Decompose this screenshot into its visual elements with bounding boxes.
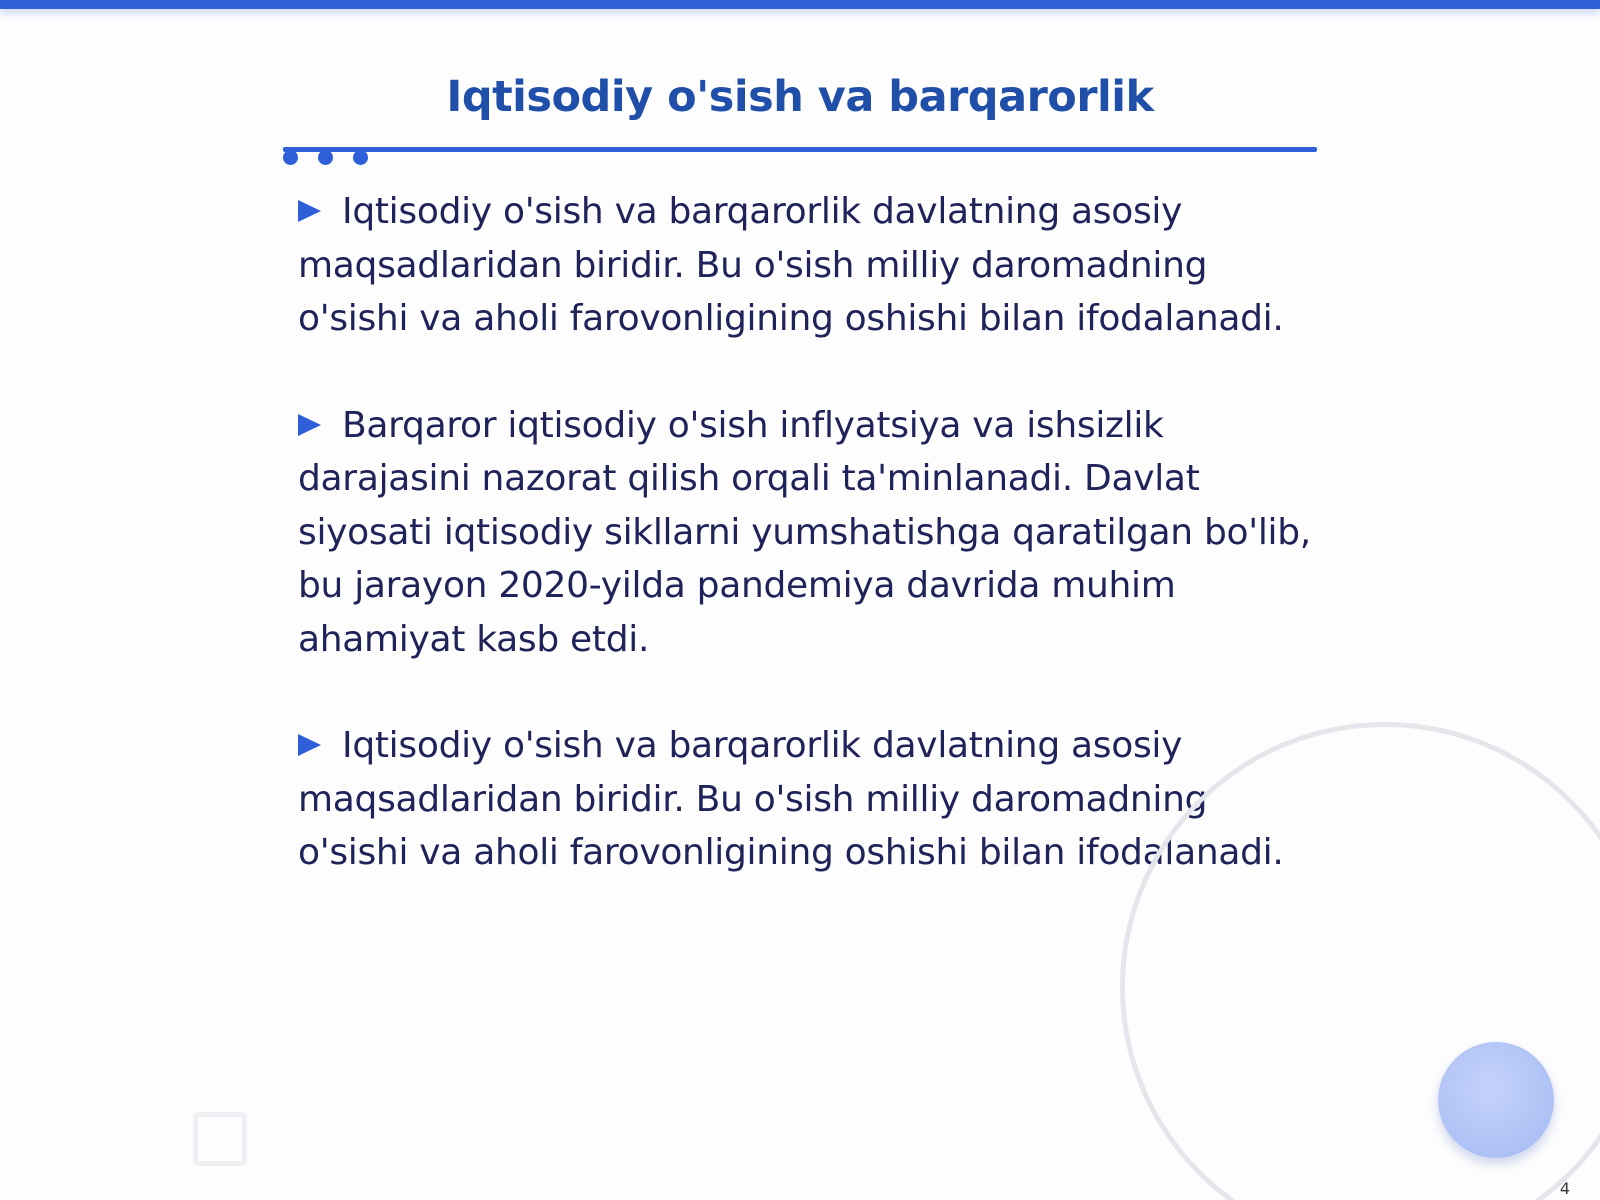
title-dot-2 [318, 150, 333, 165]
bullet-list [298, 185, 1318, 933]
bullet-text-1: Iqtisodiy o'sish va barqarorlik davlatning asosiy maqsadlaridan biridir. Bu o'sish milliy daromadning o'sishi va aholi farovonligining oshishi bilan ifodalanadi. [298, 191, 1284, 339]
top-accent-bar [0, 0, 1600, 9]
title-dot-3 [353, 150, 368, 165]
bullet-item-2 [298, 399, 1318, 667]
page-number: 4 [1559, 1179, 1570, 1198]
decorative-square [193, 1112, 247, 1166]
title-underline [283, 147, 1317, 152]
bullet-text-2: Barqaror iqtisodiy o'sish inflyatsiya va ishsizlik darajasini nazorat qilish orqali ta'minlanadi. Davlat siyosati iqtisodiy sikllarni yumshatishga qaratilgan bo'lib, bu jarayon 2020-yilda pandemiya davrida muhim ahamiyat kasb etdi. [298, 404, 1311, 660]
bullet-item-1 [298, 185, 1318, 346]
decorative-disc [1438, 1042, 1554, 1158]
triangle-right-icon [298, 200, 321, 222]
slide-title: Iqtisodiy o'sish va barqarorlik [446, 72, 1154, 122]
bullet-text-3: Iqtisodiy o'sish va barqarorlik davlatning asosiy maqsadlaridan biridir. Bu o'sish milliy daromadning o'sishi va aholi farovonligining oshishi bilan ifodalanadi. [298, 725, 1284, 873]
triangle-right-icon [298, 734, 321, 756]
triangle-right-icon [298, 414, 321, 436]
title-dot-1 [283, 150, 298, 165]
